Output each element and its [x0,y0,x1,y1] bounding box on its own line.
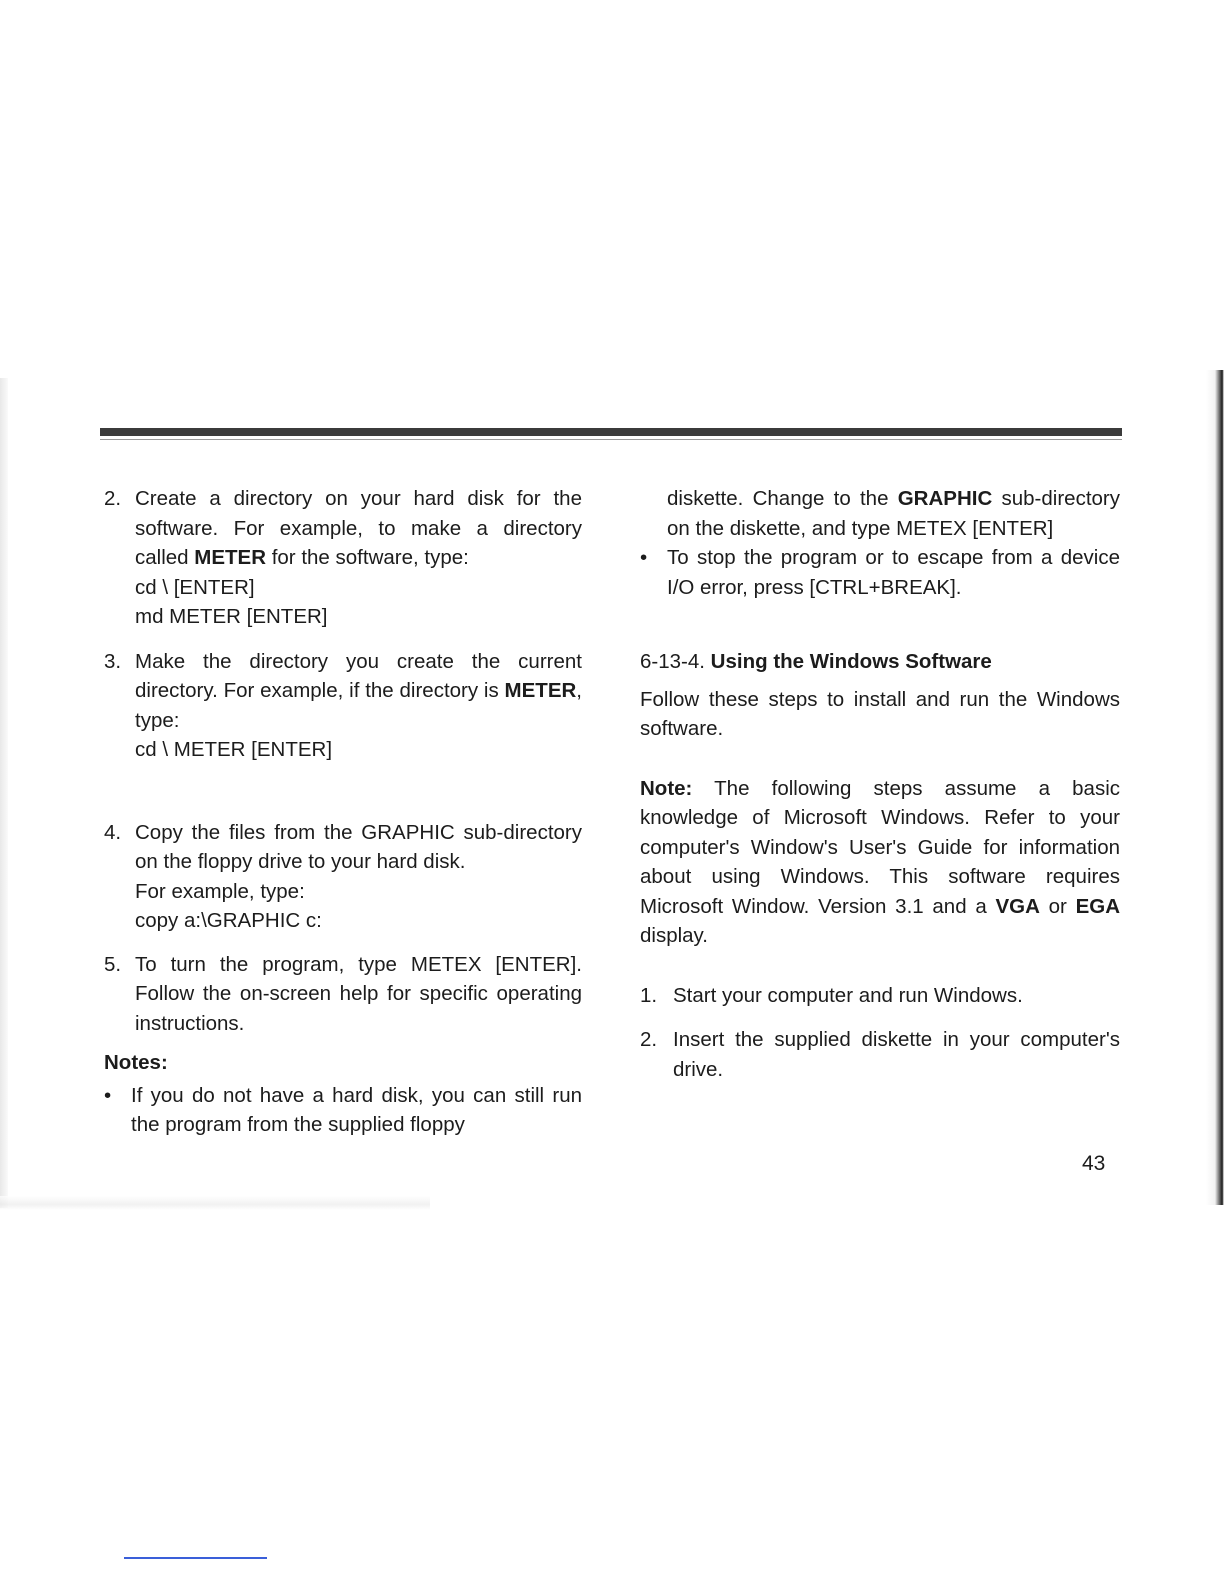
note-paragraph [640,774,1120,951]
step-body [135,647,582,765]
bullet-icon: • [104,1083,112,1107]
ega-label: EGA [1075,894,1121,918]
step-number: 3. [104,649,122,673]
note-text: The following steps assume a basic knowledge of Microsoft Windows. Refer to your computer's Window's User's Guide for information about using Windows. This software requires Microsoft Window. Version 3.1 and a [640,776,1120,918]
step-2 [104,484,582,632]
step-body [135,484,582,632]
step-5 [104,950,582,1039]
step-text: for the software, type: [266,546,469,569]
note-bullet-1-continued [640,484,1120,543]
windows-step-1 [640,981,1120,1011]
step-body: To turn the program, type METEX [ENTER]. Follow the on-screen help for specific operating instructions. [135,952,582,1035]
step-4 [104,818,582,936]
note-text: display. [640,924,708,947]
step-number: 2. [640,1028,658,1051]
section-number: 6-13-4. [640,650,705,673]
note-bullet-1 [104,1081,582,1140]
step-body [135,818,582,936]
intro-paragraph: Follow these steps to install and run the Windows software. [640,687,1120,740]
right-column [640,484,1120,1084]
bullet-icon: • [640,546,648,569]
command-line: copy a:\GRAPHIC c: [135,909,322,932]
note-text: If you do not have a hard disk, you can still run the program from the supplied floppy [131,1083,582,1136]
note-label: Note: [640,776,693,800]
notes-heading: Notes: [104,1051,168,1074]
note-text: To stop the program or to escape from a device I/O error, press [CTRL+BREAK]. [667,546,1120,599]
directory-name: METER [194,546,267,569]
command-line: cd \ [ENTER] [135,575,255,599]
directory-name: GRAPHIC [897,487,993,510]
header-rule [100,428,1122,436]
step-text: Copy the files from the GRAPHIC sub-directory on the floppy drive to your hard disk. [135,820,582,873]
step-number: 5. [104,952,122,976]
note-text: or [1039,894,1076,918]
directory-name: METER [504,679,577,702]
note-text-part: diskette. Change to the [667,487,898,510]
step-text: For example, type: [135,879,305,903]
scan-edge-right [1206,370,1224,1205]
step-number: 4. [104,820,122,844]
bottom-underline [124,1557,267,1559]
scan-edge-left [0,378,8,1208]
page-number: 43 [1082,1152,1106,1175]
step-text: Create a directory on your hard disk for the software. For example, to make a directory called [135,487,582,569]
note-text-part: sub-directory on the diskette, and type METEX [ENTER] [667,487,1120,540]
step-number: 1. [640,983,658,1007]
note-text [667,484,1120,543]
section-title: Using the Windows Software [710,650,992,673]
left-column [104,484,582,1140]
vga-label: VGA [995,894,1040,918]
section-heading [640,647,1120,677]
step-3 [104,647,582,765]
step-text: , type: [135,679,582,732]
note-bullet-2 [640,543,1120,602]
command-line: cd \ METER [ENTER] [135,738,333,761]
step-text: Make the directory you create the current directory. For example, if the directory is [135,649,582,702]
step-body: Insert the supplied diskette in your computer's drive. [673,1028,1120,1081]
windows-step-2 [640,1025,1120,1084]
scan-edge-bottom [0,1196,430,1210]
step-body: Start your computer and run Windows. [673,983,1023,1007]
command-line: md METER [ENTER] [135,605,328,628]
step-number: 2. [104,487,122,510]
header-rule-thin [100,439,1122,440]
